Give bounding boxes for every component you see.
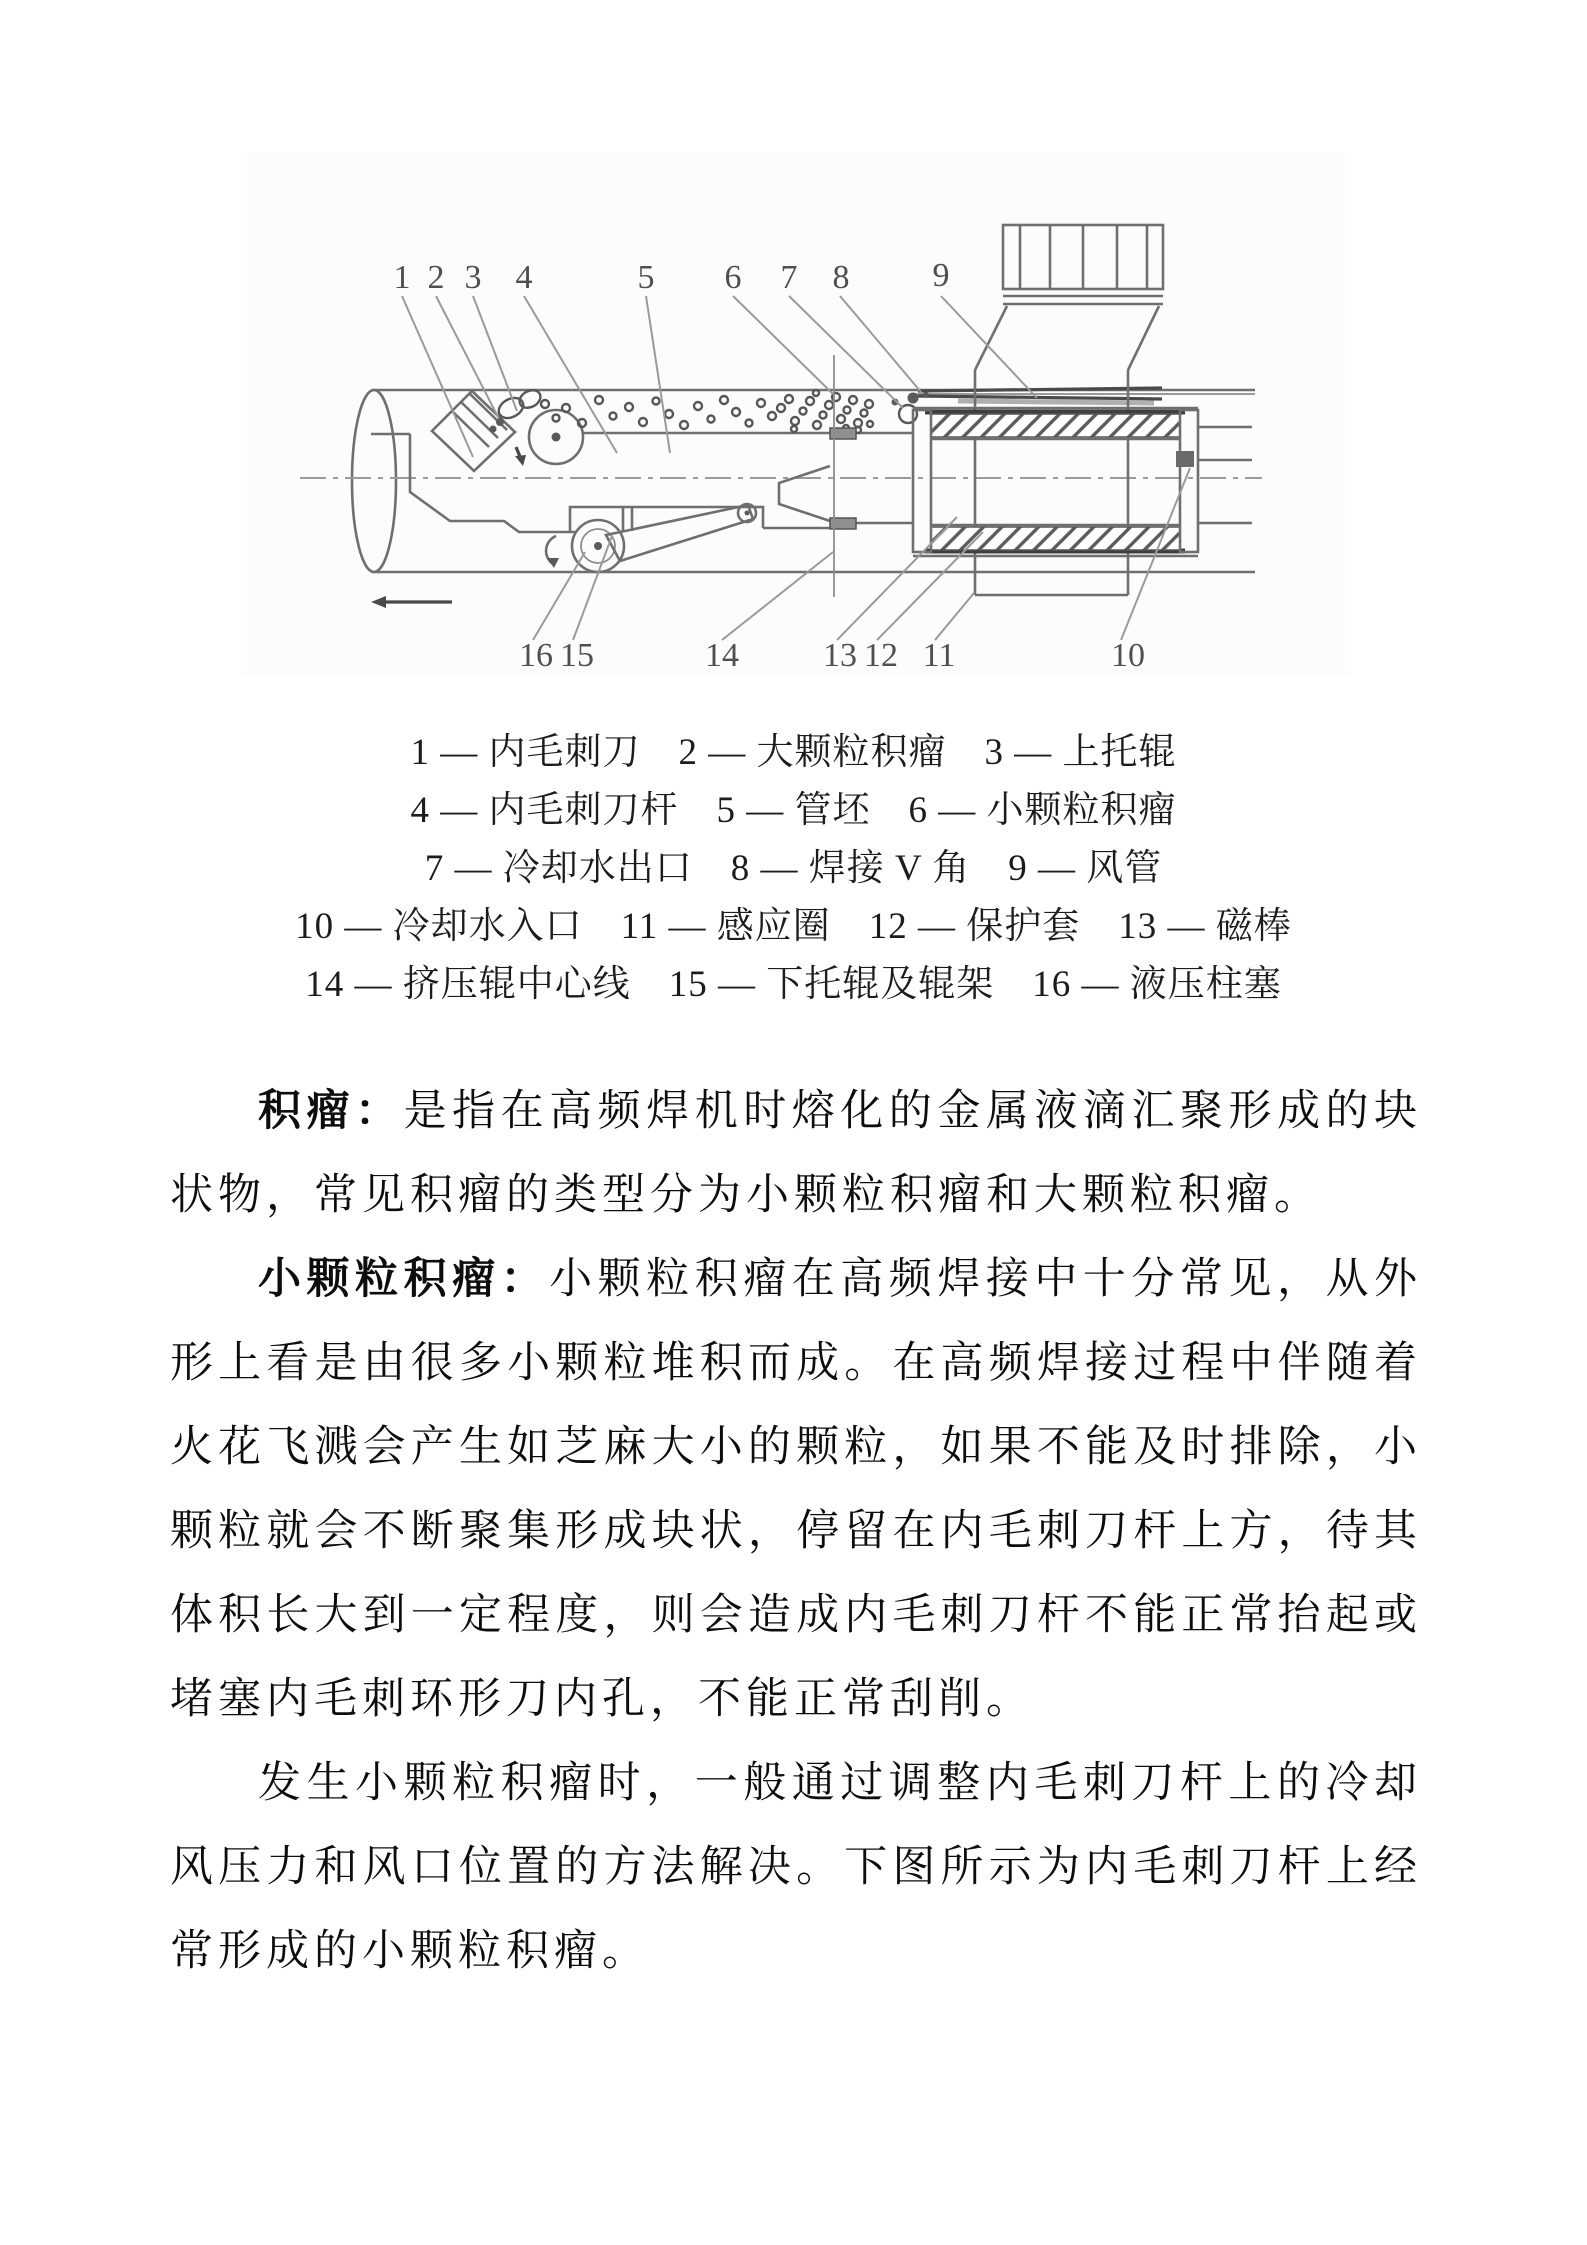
paragraph-text: 是指在高频焊机时熔化的金属液滴汇聚形成的块状物，常见积瘤的类型分为小颗粒积瘤和大颗粒积瘤。 [170, 1088, 1423, 1219]
figure-legend [0, 724, 1587, 1014]
callout-11: 11 [922, 637, 956, 674]
paragraph-lead: 小颗粒积瘤： [258, 1256, 550, 1303]
legend-line-4: 10 — 冷却水入口 11 — 感应圈 12 — 保护套 13 — 磁棒 [295, 906, 1292, 947]
callout-10: 10 [1111, 637, 1145, 674]
callout-9: 9 [932, 257, 950, 294]
figure-weld-machine [0, 0, 1587, 690]
legend-line-2: 4 — 内毛刺刀杆 5 — 管坯 6 — 小颗粒积瘤 [410, 790, 1177, 831]
callout-12: 12 [864, 637, 898, 674]
callout-7: 7 [780, 259, 798, 296]
paragraph-solution [170, 1742, 1422, 1994]
callout-1: 1 [393, 259, 411, 296]
callout-14: 14 [705, 637, 739, 674]
callout-13: 13 [823, 637, 857, 674]
paragraph-definition [170, 1070, 1422, 1238]
callout-3: 3 [464, 259, 482, 296]
cooling-water-inlet [1176, 451, 1194, 467]
callout-6: 6 [724, 259, 742, 296]
callout-2: 2 [427, 259, 445, 296]
legend-line-5: 14 — 挤压辊中心线 15 — 下托辊及辊架 16 — 液压柱塞 [305, 964, 1282, 1005]
paragraph-text: 小颗粒积瘤在高频焊接中十分常见，从外形上看是由很多小颗粒堆积而成。在高频焊接过程中伴随着火花飞溅会产生如芝麻大小的颗粒，如果不能及时排除，小颗粒就会不断聚集形成块状，停留在内毛刺刀杆上方，待其体积长大到一定程度，则会造成内毛刺刀杆不能正常抬起或堵塞内毛刺环形刀内孔，不能正常刮削。 [170, 1256, 1423, 1723]
document-body [170, 1070, 1422, 1994]
callout-8: 8 [832, 259, 850, 296]
callout-4: 4 [515, 259, 533, 296]
protective-sleeve-top [931, 414, 1180, 437]
callout-5: 5 [637, 259, 655, 296]
callout-16: 16 [519, 637, 553, 674]
paragraph-lead: 积瘤： [258, 1088, 404, 1135]
paragraph-small-particle [170, 1238, 1422, 1742]
paragraph-text: 发生小颗粒积瘤时，一般通过调整内毛刺刀杆上的冷却风压力和风口位置的方法解决。下图所示为内毛刺刀杆上经常形成的小颗粒积瘤。 [170, 1760, 1422, 1975]
legend-line-1: 1 — 内毛刺刀 2 — 大颗粒积瘤 3 — 上托辊 [410, 732, 1177, 773]
callout-15: 15 [560, 637, 594, 674]
welding-machine-diagram [0, 0, 1587, 690]
legend-line-3: 7 — 冷却水出口 8 — 焊接 V 角 9 — 风管 [424, 848, 1163, 889]
